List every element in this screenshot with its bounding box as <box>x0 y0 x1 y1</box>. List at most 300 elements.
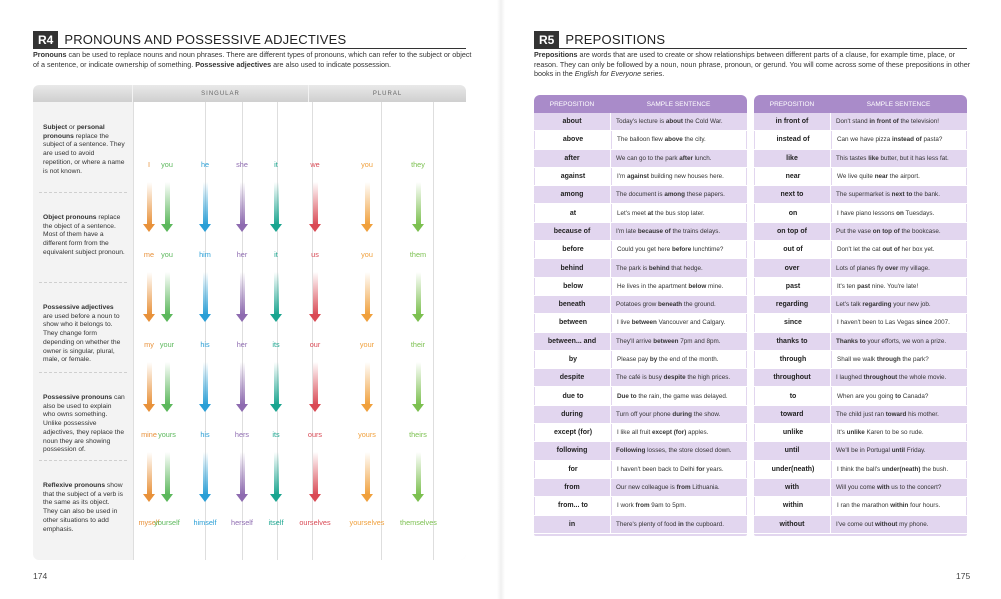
sample-sentence-cell <box>831 351 967 368</box>
table-row <box>534 387 747 405</box>
sentence-preposition: to <box>895 392 902 400</box>
pronoun-word: you <box>361 250 373 259</box>
pronoun-word: itself <box>268 518 284 527</box>
sentence-text: I haven't been to Las Vegas <box>837 319 917 327</box>
intro-text: can be used to replace nouns and noun phrases. There are different types of pronouns, which can refer to the subject or object of a sentence, or indicate ownership of something. <box>33 50 472 69</box>
down-arrow-icon <box>199 452 211 502</box>
preposition-cell: from <box>534 479 610 496</box>
preposition-table-2 <box>754 95 967 536</box>
sample-sentence-cell <box>830 113 967 130</box>
down-arrow-icon <box>309 272 321 322</box>
sentence-text: Lots of planes fly <box>836 264 886 272</box>
sample-sentence <box>616 265 703 272</box>
sentence-text: my village. <box>898 264 930 272</box>
sample-sentence-cell <box>830 479 967 496</box>
sample-sentence-cell <box>830 259 967 276</box>
pronoun-word: theirs <box>409 430 427 439</box>
sentence-text: the airport. <box>888 173 920 181</box>
intro-text: are also used to indicate possession. <box>271 59 392 69</box>
sentence-text: I like all fruit <box>617 429 652 437</box>
sentence-text: four hours. <box>908 502 941 510</box>
table-row <box>754 406 967 424</box>
pronoun-word: ourselves <box>299 518 331 527</box>
sample-sentence <box>837 466 948 473</box>
preposition-cell: by <box>534 351 611 368</box>
sentence-preposition: toward <box>885 410 907 418</box>
sentence-text: lunch. <box>692 154 712 162</box>
preposition-cell: unlike <box>754 424 831 441</box>
sample-sentence <box>617 283 723 290</box>
preposition-cell: without <box>754 516 830 533</box>
intro-bold-term: Possessive adjectives <box>195 59 272 69</box>
sentence-preposition: in front of <box>869 118 899 126</box>
sentence-text: Vancouver and Calgary. <box>656 319 726 327</box>
sentence-text: the bush. <box>920 465 949 473</box>
preposition-table-1 <box>534 95 747 536</box>
pronoun-word: yours <box>358 430 376 439</box>
preposition-cell: against <box>534 168 611 185</box>
intro-paragraph <box>534 50 974 79</box>
table-row <box>754 186 967 204</box>
sample-sentence <box>616 374 730 381</box>
sample-sentence-cell <box>830 442 967 459</box>
sample-sentence <box>837 210 934 217</box>
table-row <box>754 168 967 186</box>
sentence-text: I'm <box>617 173 627 181</box>
sentence-preposition: under(neath) <box>881 465 921 473</box>
sample-sentence <box>836 191 940 198</box>
preposition-cell: out of <box>754 241 831 258</box>
down-arrow-icon <box>270 182 282 232</box>
row-label-text: replace the object of a sentence. Most of them have a different form from the equivalent subject pronoun. <box>43 214 125 256</box>
pronoun-word: her <box>236 340 248 349</box>
sentence-text: the show. <box>691 410 721 418</box>
pronoun-word: themselves <box>400 518 437 527</box>
sentence-text: apples. <box>686 429 709 437</box>
table-row <box>754 259 967 277</box>
table-row <box>754 479 967 497</box>
table-row <box>534 314 747 332</box>
sentence-preposition: despite <box>663 374 686 382</box>
sample-sentence-cell <box>610 150 747 167</box>
down-arrow-icon <box>361 182 373 232</box>
sentence-text: The document is <box>616 191 665 199</box>
preposition-cell: between... and <box>534 333 610 350</box>
sentence-preposition: out of <box>882 246 900 254</box>
sample-sentence <box>616 411 720 418</box>
sentence-preposition: until <box>891 447 905 455</box>
pronoun-word: she <box>236 160 248 169</box>
down-arrow-icon <box>412 182 424 232</box>
col-preposition: PREPOSITION <box>769 100 815 108</box>
pronoun-word: its <box>272 340 280 349</box>
sentence-text: I ran the marathon <box>837 502 891 510</box>
header-plural: PLURAL <box>309 85 466 102</box>
prep-table-header <box>754 95 967 113</box>
table-row <box>534 150 747 168</box>
sentence-preposition: through <box>876 356 901 363</box>
sample-sentence-cell <box>831 387 967 404</box>
table-row <box>534 424 747 442</box>
table-row <box>534 168 747 186</box>
row-label-text: can also be used to explain who owns something. Unlike possessive adjectives, they replace the noun they are showing possession of. <box>43 394 125 454</box>
table-row <box>534 333 747 351</box>
sample-sentence-cell <box>611 314 747 331</box>
intro-paragraph <box>33 50 473 69</box>
pronoun-word: me <box>143 250 155 259</box>
sample-sentence <box>836 521 929 528</box>
sample-sentence <box>837 393 928 400</box>
preposition-cell: like <box>754 150 830 167</box>
sentence-text: I laughed <box>836 374 864 382</box>
sentence-text: The child just ran <box>836 410 886 418</box>
sentence-preposition: unlike <box>846 429 865 437</box>
table-row <box>754 424 967 442</box>
sentence-text: Tuesdays. <box>903 209 935 217</box>
sample-sentence <box>616 228 720 235</box>
sample-sentence <box>617 319 725 326</box>
sample-sentence-cell <box>610 296 747 313</box>
sentence-preposition: like <box>868 154 879 162</box>
table-row <box>754 461 967 479</box>
sentence-text: I have piano lessons <box>837 209 897 217</box>
pronoun-word: myself <box>138 518 160 527</box>
row-label <box>43 394 125 455</box>
down-arrow-icon <box>361 272 373 322</box>
down-arrow-icon <box>236 362 248 412</box>
down-arrow-icon <box>236 272 248 322</box>
down-arrow-icon <box>161 362 173 412</box>
sentence-text: the bank. <box>912 191 940 199</box>
sentence-preposition: past <box>857 282 871 290</box>
preposition-cell: because of <box>534 223 610 240</box>
sentence-text: Please pay <box>617 356 650 363</box>
down-arrow-icon <box>161 452 173 502</box>
sample-sentence-cell <box>610 442 747 459</box>
sentence-text: The balloon flew <box>617 136 665 144</box>
intro-bold-term: Pronouns <box>33 50 67 59</box>
table-row <box>534 351 747 369</box>
sentence-text: Friday. <box>905 447 926 455</box>
preposition-cell: through <box>754 351 831 368</box>
table-row <box>534 406 747 424</box>
sentence-text: the whole movie. <box>897 374 947 382</box>
down-arrow-icon <box>236 452 248 502</box>
sentence-text: her box yet. <box>899 246 935 254</box>
sentence-text: losses, the store closed down. <box>645 447 732 455</box>
sentence-text: It's ten <box>837 282 858 290</box>
sentence-text: us to the concert? <box>889 484 942 492</box>
sample-sentence <box>616 447 732 454</box>
sample-sentence-cell <box>610 113 747 130</box>
row-label-bold: personal pronouns <box>43 124 105 140</box>
down-arrow-icon <box>161 182 173 232</box>
sentence-preposition: on top of <box>872 227 900 235</box>
down-arrow-icon <box>270 362 282 412</box>
preposition-cell: under(neath) <box>754 461 831 478</box>
row-label-bold: Subject <box>43 124 68 131</box>
sentence-text: Canada? <box>901 392 929 400</box>
sample-sentence-cell <box>610 516 747 533</box>
preposition-cell: within <box>754 497 831 514</box>
sample-sentence-cell <box>831 168 967 185</box>
sentence-text: We'll be in Portugal <box>836 447 892 455</box>
sample-sentence-cell <box>610 223 747 240</box>
pronoun-word: their <box>410 340 426 349</box>
sentence-preposition: near <box>874 173 888 181</box>
sentence-text: his mother. <box>906 410 939 418</box>
down-arrow-icon <box>143 362 155 412</box>
sample-sentence-cell <box>611 424 747 441</box>
preposition-cell: in front of <box>754 113 830 130</box>
sample-sentence-cell <box>610 479 747 496</box>
sample-sentence-cell <box>830 369 967 386</box>
sample-sentence-cell <box>831 278 967 295</box>
sentence-text: building new houses here. <box>649 173 724 181</box>
pronoun-word: it <box>274 250 278 259</box>
sentence-text: Let's meet <box>617 209 648 217</box>
table-row <box>754 241 967 259</box>
sentence-text: the ground. <box>682 301 716 309</box>
sample-sentence-cell <box>611 278 747 295</box>
table-row <box>754 131 967 149</box>
table-row <box>534 241 747 259</box>
sample-sentence <box>836 374 946 381</box>
down-arrow-icon <box>236 182 248 232</box>
sample-sentence-cell <box>830 516 967 533</box>
row-label <box>43 304 125 365</box>
sentence-text: We live quite <box>837 173 875 181</box>
table-row <box>754 204 967 222</box>
sentence-text: Potatoes grow <box>616 301 659 309</box>
pronoun-word: yourself <box>154 518 180 527</box>
sentence-preposition: from <box>676 484 691 492</box>
down-arrow-icon <box>143 452 155 502</box>
sample-sentence <box>616 191 725 198</box>
sentence-text: the television! <box>898 118 940 126</box>
sentence-text: the cupboard. <box>683 520 724 528</box>
preposition-cell: on top of <box>754 223 830 240</box>
down-arrow-icon <box>270 452 282 502</box>
sample-sentence <box>617 246 723 253</box>
sentence-text: Can we have pizza <box>837 136 892 144</box>
sentence-text: It's <box>837 429 847 437</box>
pronoun-word: herself <box>231 518 253 527</box>
sentence-preposition: without <box>875 520 898 528</box>
sample-sentence <box>837 246 934 253</box>
sample-sentence-cell <box>831 241 967 258</box>
left-page <box>0 0 500 599</box>
sample-sentence <box>617 393 728 400</box>
pronoun-word: ours <box>307 430 323 439</box>
sentence-text: I think the ball's <box>837 465 882 473</box>
sample-sentence <box>836 411 939 418</box>
sentence-text: I work <box>617 502 636 510</box>
sentence-preposition: because of <box>637 227 671 235</box>
sentence-text: Today's lecture is <box>616 118 666 126</box>
sample-sentence-cell <box>611 351 747 368</box>
sample-sentence-cell <box>611 497 747 514</box>
sentence-text: butter, but it has less fat. <box>878 154 949 162</box>
row-separator <box>39 372 127 373</box>
sample-sentence-cell <box>611 241 747 258</box>
sentence-text: When are you going <box>837 392 896 400</box>
pronoun-word: him <box>199 250 211 259</box>
sentence-text: these papers. <box>684 191 725 199</box>
sentence-preposition: against <box>626 173 649 181</box>
sample-sentence <box>617 356 719 363</box>
sentence-text: We can go to the park <box>616 154 680 162</box>
sentence-text: your efforts, we won a prize. <box>865 337 947 345</box>
sentence-preposition: during <box>672 410 692 418</box>
sample-sentence-cell <box>831 461 967 478</box>
table-row <box>534 369 747 387</box>
sample-sentence-cell <box>611 131 747 148</box>
col-preposition: PREPOSITION <box>549 100 595 108</box>
sentence-preposition: Thanks to <box>836 337 866 345</box>
sentence-preposition: from <box>635 502 650 510</box>
sentence-text: lunchtime? <box>691 246 724 254</box>
preposition-cell: below <box>534 278 611 295</box>
sentence-preposition: above <box>664 136 683 144</box>
table-row <box>754 314 967 332</box>
preposition-cell: near <box>754 168 831 185</box>
preposition-cell: due to <box>534 387 611 404</box>
sentence-text: the park? <box>900 356 929 363</box>
sample-sentence <box>616 118 723 125</box>
sentence-text: This tastes <box>836 154 869 162</box>
sentence-text: the high prices. <box>685 374 731 382</box>
down-arrow-icon <box>143 272 155 322</box>
sentence-text: They'll arrive <box>616 337 654 345</box>
row-separator <box>39 282 127 283</box>
sample-sentence-cell <box>831 497 967 514</box>
pronoun-word: your <box>359 340 375 349</box>
sentence-preposition: for <box>696 465 705 473</box>
sample-sentence <box>616 155 711 162</box>
sentence-preposition: after <box>679 154 693 162</box>
sentence-text: the bookcase. <box>899 227 941 235</box>
down-arrow-icon <box>412 272 424 322</box>
prep-table-header <box>534 95 747 113</box>
sentence-text: 7pm and 8pm. <box>678 337 721 345</box>
preposition-cell: thanks to <box>754 333 830 350</box>
table-row <box>754 497 967 515</box>
preposition-cell: between <box>534 314 611 331</box>
pronoun-word: yourselves <box>349 518 385 527</box>
down-arrow-icon <box>199 272 211 322</box>
down-arrow-icon <box>412 362 424 412</box>
sample-sentence-cell <box>831 314 967 331</box>
sentence-text: the end of the month. <box>657 356 719 363</box>
table-row <box>754 278 967 296</box>
preposition-cell: despite <box>534 369 610 386</box>
table-row <box>534 479 747 497</box>
sentence-text: The park is <box>616 264 649 272</box>
sentence-text: Could you get here <box>617 246 672 254</box>
table-header-blank <box>33 85 132 102</box>
table-row <box>754 516 967 534</box>
sentence-preposition: on <box>896 209 904 217</box>
section-title: PREPOSITIONS <box>565 32 666 47</box>
sample-sentence <box>836 484 941 491</box>
preposition-cell: following <box>534 442 610 459</box>
row-label-bold: Object pronouns <box>43 214 97 221</box>
preposition-cell: behind <box>534 259 610 276</box>
row-label-text: show that the subject of a verb is the same as its object. They can also be used in other situations to add emphasis. <box>43 482 123 533</box>
row-label <box>43 214 125 258</box>
sentence-preposition: by <box>649 356 658 363</box>
sentence-preposition: about <box>665 118 683 126</box>
pronoun-word: my <box>144 340 154 349</box>
preposition-cell: for <box>534 461 611 478</box>
sentence-preposition: next to <box>891 191 913 199</box>
sentence-preposition: instead of <box>891 136 922 144</box>
sample-sentence-cell <box>830 186 967 203</box>
sentence-preposition: Following <box>616 447 646 455</box>
sentence-text: I'm late <box>616 227 638 235</box>
sentence-preposition: with <box>876 484 890 492</box>
sentence-preposition: except (for) <box>652 429 687 437</box>
table-row <box>534 259 747 277</box>
preposition-cell: above <box>534 131 611 148</box>
table-row <box>534 442 747 460</box>
sentence-text: He lives in the apartment <box>617 282 689 290</box>
sentence-preposition: at <box>647 209 654 217</box>
pronoun-word: you <box>361 160 373 169</box>
preposition-cell: in <box>534 516 610 533</box>
pronoun-word: yours <box>158 430 176 439</box>
sentence-text: Will you come <box>836 484 877 492</box>
sample-sentence-cell <box>610 333 747 350</box>
sentence-preposition: before <box>671 246 692 254</box>
sentence-preposition: below <box>688 282 707 290</box>
sentence-text: Let's talk <box>836 301 863 309</box>
down-arrow-icon <box>143 182 155 232</box>
pronoun-word: himself <box>193 518 217 527</box>
down-arrow-icon <box>270 272 282 322</box>
preposition-cell: from... to <box>534 497 611 514</box>
preposition-cell: over <box>754 259 830 276</box>
row-label-mid: or <box>67 124 77 131</box>
pronoun-word: he <box>200 160 210 169</box>
sample-sentence <box>616 338 720 345</box>
sentence-preposition: since <box>916 319 933 327</box>
table-row <box>754 150 967 168</box>
preposition-cell: instead of <box>754 131 831 148</box>
table-row <box>754 296 967 314</box>
pronoun-word: his <box>200 340 210 349</box>
sentence-preposition: beneath <box>658 301 683 309</box>
section-tag: R4 <box>33 31 58 48</box>
table-row <box>754 223 967 241</box>
down-arrow-icon <box>412 452 424 502</box>
table-row <box>534 497 747 515</box>
row-label-bold: Possessive adjectives <box>43 304 114 311</box>
row-label <box>43 124 125 176</box>
sample-sentence <box>617 136 706 143</box>
sentence-preposition: between <box>631 319 657 327</box>
pronoun-word: it <box>274 160 278 169</box>
pronoun-word: its <box>272 430 280 439</box>
column-separator <box>133 102 134 560</box>
sample-sentence <box>617 429 708 436</box>
pronoun-word: them <box>409 250 427 259</box>
sample-sentence <box>837 136 942 143</box>
sentence-preposition: over <box>885 264 899 272</box>
table-row <box>754 369 967 387</box>
sample-sentence <box>837 356 929 363</box>
